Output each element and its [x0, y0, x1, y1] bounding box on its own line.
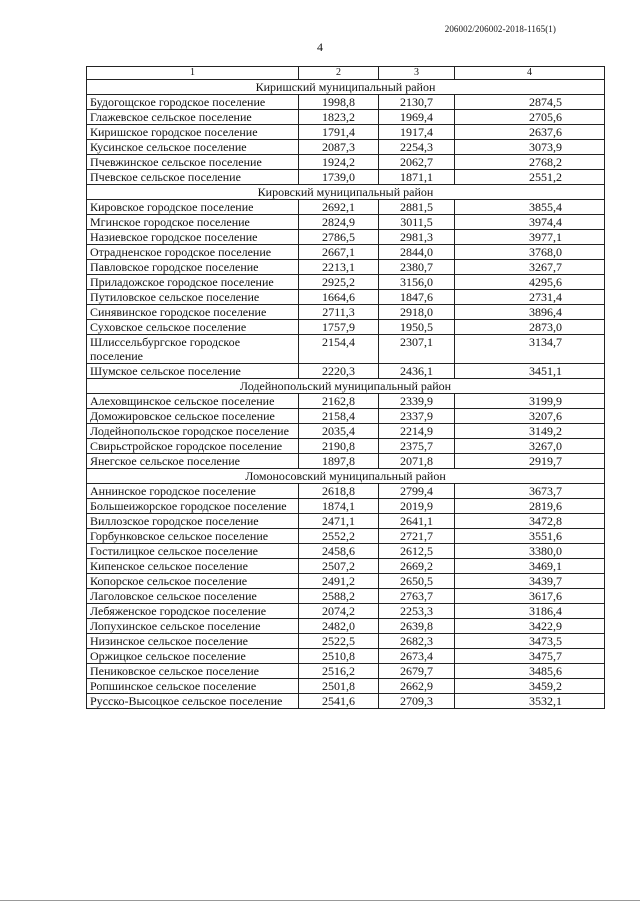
value-col-2: 2618,8	[299, 484, 379, 499]
value-col-4: 3073,9	[455, 140, 605, 155]
value-col-4: 3617,6	[455, 589, 605, 604]
value-col-2: 2588,2	[299, 589, 379, 604]
table-row	[87, 499, 605, 514]
value-col-3: 2130,7	[379, 95, 455, 110]
settlement-name: Копорское сельское поселение	[87, 574, 299, 589]
value-col-4: 3422,9	[455, 619, 605, 634]
value-col-2: 2507,2	[299, 559, 379, 574]
data-table	[86, 66, 605, 709]
value-col-3: 2380,7	[379, 260, 455, 275]
settlement-name: Синявинское городское поселение	[87, 305, 299, 320]
value-col-4: 3673,7	[455, 484, 605, 499]
table-row	[87, 364, 605, 379]
table-row	[87, 574, 605, 589]
district-title: Лодейнопольский муниципальный район	[87, 379, 605, 394]
table-row	[87, 290, 605, 305]
value-col-4: 2705,6	[455, 110, 605, 125]
value-col-4: 3267,0	[455, 439, 605, 454]
value-col-3: 2709,3	[379, 694, 455, 709]
value-col-3: 2339,9	[379, 394, 455, 409]
value-col-4: 3485,6	[455, 664, 605, 679]
value-col-3: 2307,1	[379, 335, 455, 364]
settlement-name: Будогощское городское поселение	[87, 95, 299, 110]
value-col-2: 1874,1	[299, 499, 379, 514]
value-col-3: 2071,8	[379, 454, 455, 469]
value-col-3: 2682,3	[379, 634, 455, 649]
value-col-2: 1791,4	[299, 125, 379, 140]
value-col-4: 3207,6	[455, 409, 605, 424]
column-number: 1	[87, 67, 299, 80]
column-number: 3	[379, 67, 455, 80]
value-col-3: 2641,1	[379, 514, 455, 529]
table-row	[87, 454, 605, 469]
value-col-4: 3855,4	[455, 200, 605, 215]
value-col-4: 3186,4	[455, 604, 605, 619]
settlement-name: Гостилицкое сельское поселение	[87, 544, 299, 559]
value-col-4: 3134,7	[455, 335, 605, 364]
value-col-4: 3475,7	[455, 649, 605, 664]
value-col-2: 1823,2	[299, 110, 379, 125]
value-col-2: 2074,2	[299, 604, 379, 619]
settlement-name: Пчевжинское сельское поселение	[87, 155, 299, 170]
value-col-3: 2881,5	[379, 200, 455, 215]
page-number: 4	[317, 40, 323, 54]
settlement-name: Свирьстройское городское поселение	[87, 439, 299, 454]
settlement-name: Лебяженское городское поселение	[87, 604, 299, 619]
value-col-3: 2639,8	[379, 619, 455, 634]
value-col-3: 2214,9	[379, 424, 455, 439]
settlement-name: Ропшинское сельское поселение	[87, 679, 299, 694]
value-col-3: 2337,9	[379, 409, 455, 424]
value-col-2: 2491,2	[299, 574, 379, 589]
value-col-3: 2612,5	[379, 544, 455, 559]
table-row	[87, 409, 605, 424]
value-col-2: 2510,8	[299, 649, 379, 664]
table-row	[87, 95, 605, 110]
district-header-row	[87, 185, 605, 200]
settlement-name: Кипенское сельское поселение	[87, 559, 299, 574]
settlement-name: Большеижорское городское поселение	[87, 499, 299, 514]
value-col-3: 2253,3	[379, 604, 455, 619]
settlement-name: Русско-Высоцкое сельское поселение	[87, 694, 299, 709]
table-row	[87, 125, 605, 140]
table-row	[87, 170, 605, 185]
table-row	[87, 320, 605, 335]
district-title: Кировский муниципальный район	[87, 185, 605, 200]
settlement-name: Аннинское городское поселение	[87, 484, 299, 499]
value-col-3: 2662,9	[379, 679, 455, 694]
value-col-4: 2919,7	[455, 454, 605, 469]
value-col-2: 2925,2	[299, 275, 379, 290]
district-header-row	[87, 80, 605, 95]
value-col-2: 2458,6	[299, 544, 379, 559]
value-col-3: 2799,4	[379, 484, 455, 499]
value-col-4: 2637,6	[455, 125, 605, 140]
value-col-2: 2516,2	[299, 664, 379, 679]
settlement-name: Низинское сельское поселение	[87, 634, 299, 649]
table-row	[87, 694, 605, 709]
settlement-name: Доможировское сельское поселение	[87, 409, 299, 424]
value-col-4: 2874,5	[455, 95, 605, 110]
value-col-4: 2731,4	[455, 290, 605, 305]
table-row	[87, 544, 605, 559]
table-row	[87, 649, 605, 664]
value-col-4: 3896,4	[455, 305, 605, 320]
value-col-2: 1664,6	[299, 290, 379, 305]
value-col-2: 1897,8	[299, 454, 379, 469]
district-header-row	[87, 379, 605, 394]
value-col-4: 3551,6	[455, 529, 605, 544]
district-title: Киришский муниципальный район	[87, 80, 605, 95]
value-col-2: 2482,0	[299, 619, 379, 634]
table-row	[87, 215, 605, 230]
settlement-name: Киришское городское поселение	[87, 125, 299, 140]
value-col-3: 3011,5	[379, 215, 455, 230]
value-col-4: 2768,2	[455, 155, 605, 170]
district-title: Ломоносовский муниципальный район	[87, 469, 605, 484]
value-col-4: 3149,2	[455, 424, 605, 439]
table-row	[87, 260, 605, 275]
value-col-4: 4295,6	[455, 275, 605, 290]
value-col-4: 3199,9	[455, 394, 605, 409]
value-col-2: 2471,1	[299, 514, 379, 529]
value-col-4: 3977,1	[455, 230, 605, 245]
value-col-4: 3451,1	[455, 364, 605, 379]
table-row	[87, 439, 605, 454]
table-row	[87, 155, 605, 170]
value-col-2: 2501,8	[299, 679, 379, 694]
value-col-3: 2650,5	[379, 574, 455, 589]
table-row	[87, 559, 605, 574]
column-number: 2	[299, 67, 379, 80]
settlement-name: Мгинское городское поселение	[87, 215, 299, 230]
value-col-3: 2375,7	[379, 439, 455, 454]
value-col-3: 1917,4	[379, 125, 455, 140]
value-col-4: 2873,0	[455, 320, 605, 335]
table-row	[87, 484, 605, 499]
value-col-4: 3532,1	[455, 694, 605, 709]
settlement-name: Алеховщинское сельское поселение	[87, 394, 299, 409]
table-row	[87, 664, 605, 679]
value-col-3: 2062,7	[379, 155, 455, 170]
table-row	[87, 230, 605, 245]
value-col-2: 2162,8	[299, 394, 379, 409]
value-col-4: 2819,6	[455, 499, 605, 514]
value-col-3: 2019,9	[379, 499, 455, 514]
value-col-3: 2436,1	[379, 364, 455, 379]
value-col-4: 3380,0	[455, 544, 605, 559]
settlement-name: Суховское сельское поселение	[87, 320, 299, 335]
table-row	[87, 634, 605, 649]
value-col-3: 2679,7	[379, 664, 455, 679]
table-row	[87, 394, 605, 409]
column-number-row	[87, 67, 605, 80]
value-col-4: 3473,5	[455, 634, 605, 649]
value-col-4: 3439,7	[455, 574, 605, 589]
value-col-3: 2981,3	[379, 230, 455, 245]
value-col-2: 2035,4	[299, 424, 379, 439]
table-row	[87, 529, 605, 544]
settlement-name: Приладожское городское поселение	[87, 275, 299, 290]
table-row	[87, 335, 605, 364]
table-row	[87, 589, 605, 604]
value-col-3: 2918,0	[379, 305, 455, 320]
value-col-4: 2551,2	[455, 170, 605, 185]
settlement-name: Пчевское сельское поселение	[87, 170, 299, 185]
page-bottom-edge	[0, 900, 640, 901]
value-col-2: 2087,3	[299, 140, 379, 155]
value-col-2: 1739,0	[299, 170, 379, 185]
value-col-4: 3459,2	[455, 679, 605, 694]
table-row	[87, 679, 605, 694]
value-col-3: 2669,2	[379, 559, 455, 574]
value-col-3: 3156,0	[379, 275, 455, 290]
value-col-4: 3267,7	[455, 260, 605, 275]
table-row	[87, 619, 605, 634]
value-col-2: 2522,5	[299, 634, 379, 649]
district-header-row	[87, 469, 605, 484]
settlement-name: Путиловское сельское поселение	[87, 290, 299, 305]
settlement-name: Лаголовское сельское поселение	[87, 589, 299, 604]
value-col-2: 2552,2	[299, 529, 379, 544]
settlement-name: Пениковское сельское поселение	[87, 664, 299, 679]
value-col-4: 3469,1	[455, 559, 605, 574]
settlement-name: Назиевское городское поселение	[87, 230, 299, 245]
column-number: 4	[455, 67, 605, 80]
value-col-3: 2673,4	[379, 649, 455, 664]
value-col-3: 1847,6	[379, 290, 455, 305]
value-col-2: 2692,1	[299, 200, 379, 215]
table-row	[87, 514, 605, 529]
settlement-name: Павловское городское поселение	[87, 260, 299, 275]
table-body	[87, 67, 605, 709]
value-col-2: 1998,8	[299, 95, 379, 110]
value-col-2: 2667,1	[299, 245, 379, 260]
value-col-2: 2711,3	[299, 305, 379, 320]
value-col-3: 1871,1	[379, 170, 455, 185]
value-col-2: 2158,4	[299, 409, 379, 424]
settlement-name: Лопухинское сельское поселение	[87, 619, 299, 634]
settlement-name: Виллозское городское поселение	[87, 514, 299, 529]
value-col-2: 2213,1	[299, 260, 379, 275]
value-col-2: 1924,2	[299, 155, 379, 170]
value-col-2: 2541,6	[299, 694, 379, 709]
settlement-name: Кусинское сельское поселение	[87, 140, 299, 155]
value-col-3: 2763,7	[379, 589, 455, 604]
value-col-2: 2220,3	[299, 364, 379, 379]
settlement-name: Кировское городское поселение	[87, 200, 299, 215]
table-row	[87, 424, 605, 439]
value-col-2: 2190,8	[299, 439, 379, 454]
value-col-3: 2721,7	[379, 529, 455, 544]
value-col-4: 3974,4	[455, 215, 605, 230]
table-row	[87, 200, 605, 215]
settlement-name: Шлиссельбургское городское поселение	[87, 335, 299, 364]
table-row	[87, 305, 605, 320]
document-id: 206002/206002-2018-1165(1)	[444, 24, 556, 34]
settlement-name: Оржицкое сельское поселение	[87, 649, 299, 664]
settlement-name: Глажевское сельское поселение	[87, 110, 299, 125]
settlement-name: Лодейнопольское городское поселение	[87, 424, 299, 439]
settlement-name: Шумское сельское поселение	[87, 364, 299, 379]
settlement-name: Отрадненское городское поселение	[87, 245, 299, 260]
settlement-name: Янегское сельское поселение	[87, 454, 299, 469]
value-col-2: 1757,9	[299, 320, 379, 335]
table-row	[87, 110, 605, 125]
settlement-name: Горбунковское сельское поселение	[87, 529, 299, 544]
value-col-2: 2154,4	[299, 335, 379, 364]
value-col-2: 2786,5	[299, 230, 379, 245]
value-col-4: 3768,0	[455, 245, 605, 260]
value-col-2: 2824,9	[299, 215, 379, 230]
value-col-3: 1950,5	[379, 320, 455, 335]
value-col-3: 2254,3	[379, 140, 455, 155]
table-row	[87, 245, 605, 260]
value-col-3: 2844,0	[379, 245, 455, 260]
table-row	[87, 604, 605, 619]
table-row	[87, 140, 605, 155]
value-col-3: 1969,4	[379, 110, 455, 125]
table-row	[87, 275, 605, 290]
value-col-4: 3472,8	[455, 514, 605, 529]
